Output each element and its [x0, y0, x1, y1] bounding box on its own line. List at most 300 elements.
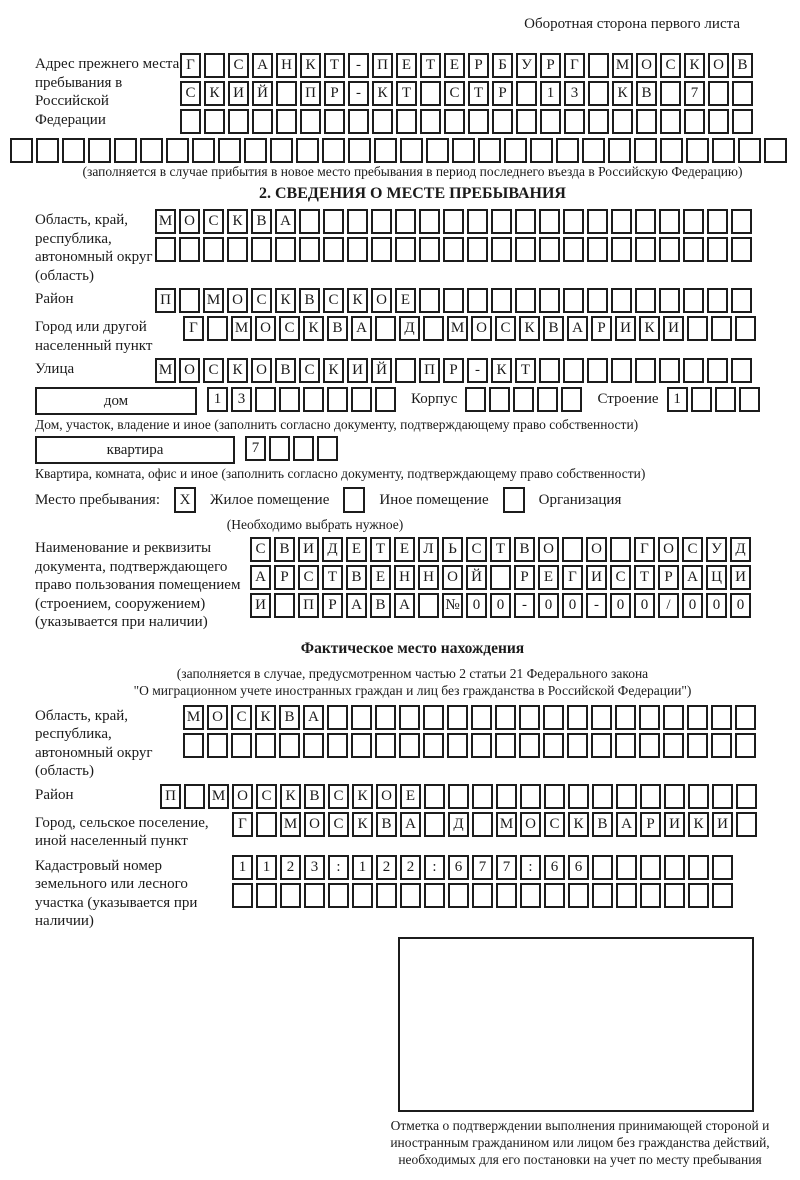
form-cell[interactable]: О [232, 784, 253, 809]
form-cell[interactable]: О [636, 53, 657, 78]
form-cell[interactable]: 0 [538, 593, 559, 618]
form-cell[interactable] [683, 358, 704, 383]
form-cell[interactable] [472, 812, 493, 837]
form-cell[interactable] [467, 209, 488, 234]
form-cell[interactable] [419, 288, 440, 313]
form-cell[interactable]: С [298, 565, 319, 590]
form-cell[interactable]: 6 [448, 855, 469, 880]
form-cell[interactable]: Е [444, 53, 465, 78]
form-cell[interactable] [424, 812, 445, 837]
form-cell[interactable]: Р [540, 53, 561, 78]
form-cell[interactable] [610, 537, 631, 562]
form-cell[interactable] [640, 784, 661, 809]
form-cell[interactable] [715, 387, 736, 412]
form-cell[interactable]: 3 [304, 855, 325, 880]
form-cell[interactable]: К [280, 784, 301, 809]
form-cell[interactable]: А [275, 209, 296, 234]
form-cell[interactable] [563, 237, 584, 262]
form-cell[interactable] [707, 288, 728, 313]
form-cell[interactable] [203, 237, 224, 262]
form-cell[interactable] [635, 358, 656, 383]
form-cell[interactable] [611, 237, 632, 262]
form-cell[interactable]: С [203, 209, 224, 234]
form-cell[interactable] [562, 537, 583, 562]
form-cell[interactable] [707, 237, 728, 262]
form-cell[interactable] [731, 358, 752, 383]
form-cell[interactable]: Е [394, 537, 415, 562]
form-cell[interactable]: 0 [610, 593, 631, 618]
form-cell[interactable] [327, 733, 348, 758]
form-cell[interactable] [418, 593, 439, 618]
form-cell[interactable] [443, 209, 464, 234]
form-cell[interactable]: К [684, 53, 705, 78]
form-cell[interactable]: Б [492, 53, 513, 78]
form-cell[interactable]: В [592, 812, 613, 837]
form-cell[interactable] [231, 733, 252, 758]
form-cell[interactable]: Г [562, 565, 583, 590]
form-cell[interactable]: Е [538, 565, 559, 590]
form-cell[interactable] [471, 705, 492, 730]
form-cell[interactable]: А [351, 316, 372, 341]
form-cell[interactable]: Р [322, 593, 343, 618]
form-cell[interactable] [491, 209, 512, 234]
form-cell[interactable]: И [730, 565, 751, 590]
form-cell[interactable]: 0 [682, 593, 703, 618]
form-cell[interactable] [543, 705, 564, 730]
form-cell[interactable]: А [394, 593, 415, 618]
form-cell[interactable] [616, 855, 637, 880]
form-cell[interactable] [155, 237, 176, 262]
form-cell[interactable]: 1 [207, 387, 228, 412]
form-cell[interactable] [252, 109, 273, 134]
form-cell[interactable] [399, 705, 420, 730]
form-cell[interactable]: У [516, 53, 537, 78]
form-cell[interactable]: О [471, 316, 492, 341]
form-cell[interactable]: С [328, 812, 349, 837]
form-cell[interactable]: В [543, 316, 564, 341]
form-cell[interactable] [561, 387, 582, 412]
form-cell[interactable] [587, 237, 608, 262]
form-cell[interactable] [467, 237, 488, 262]
form-cell[interactable] [490, 565, 511, 590]
form-cell[interactable] [691, 387, 712, 412]
form-cell[interactable]: - [586, 593, 607, 618]
form-cell[interactable]: 1 [352, 855, 373, 880]
form-cell[interactable] [516, 109, 537, 134]
form-cell[interactable] [492, 109, 513, 134]
form-cell[interactable] [567, 705, 588, 730]
form-cell[interactable] [739, 387, 760, 412]
form-cell[interactable] [207, 316, 228, 341]
form-cell[interactable] [563, 288, 584, 313]
form-cell[interactable] [375, 733, 396, 758]
form-cell[interactable] [568, 784, 589, 809]
form-cell[interactable]: 7 [245, 436, 266, 461]
form-cell[interactable] [496, 784, 517, 809]
form-cell[interactable]: В [636, 81, 657, 106]
form-cell[interactable] [735, 316, 756, 341]
form-cell[interactable] [352, 883, 373, 908]
form-cell[interactable]: М [155, 358, 176, 383]
form-cell[interactable] [660, 109, 681, 134]
form-cell[interactable] [635, 209, 656, 234]
form-cell[interactable] [256, 883, 277, 908]
form-cell[interactable] [712, 138, 735, 163]
form-cell[interactable] [615, 733, 636, 758]
form-cell[interactable]: В [275, 358, 296, 383]
form-cell[interactable]: П [419, 358, 440, 383]
form-cell[interactable]: Г [183, 316, 204, 341]
form-cell[interactable]: О [255, 316, 276, 341]
form-cell[interactable]: Д [730, 537, 751, 562]
form-cell[interactable]: - [467, 358, 488, 383]
form-cell[interactable]: С [466, 537, 487, 562]
form-cell[interactable]: 1 [232, 855, 253, 880]
form-cell[interactable] [443, 288, 464, 313]
form-cell[interactable]: Ц [706, 565, 727, 590]
form-cell[interactable]: И [664, 812, 685, 837]
form-cell[interactable] [423, 733, 444, 758]
form-cell[interactable] [472, 784, 493, 809]
form-cell[interactable] [736, 784, 757, 809]
form-cell[interactable]: Р [591, 316, 612, 341]
form-cell[interactable]: - [514, 593, 535, 618]
form-cell[interactable]: К [303, 316, 324, 341]
form-cell[interactable]: К [568, 812, 589, 837]
form-cell[interactable] [543, 733, 564, 758]
form-cell[interactable]: О [376, 784, 397, 809]
form-cell[interactable] [616, 784, 637, 809]
form-cell[interactable]: К [275, 288, 296, 313]
form-cell[interactable]: С [231, 705, 252, 730]
form-cell[interactable] [592, 883, 613, 908]
form-cell[interactable]: А [250, 565, 271, 590]
form-cell[interactable]: К [227, 358, 248, 383]
form-cell[interactable]: С [299, 358, 320, 383]
form-cell[interactable]: О [658, 537, 679, 562]
stay-type-checkbox-inoe[interactable] [343, 487, 365, 513]
form-cell[interactable]: Г [232, 812, 253, 837]
form-cell[interactable] [616, 883, 637, 908]
form-cell[interactable] [731, 209, 752, 234]
form-cell[interactable]: И [663, 316, 684, 341]
form-cell[interactable] [659, 209, 680, 234]
form-cell[interactable]: 7 [496, 855, 517, 880]
form-cell[interactable]: 6 [544, 855, 565, 880]
form-cell[interactable]: Д [399, 316, 420, 341]
form-cell[interactable] [496, 883, 517, 908]
form-cell[interactable]: В [346, 565, 367, 590]
form-cell[interactable] [611, 288, 632, 313]
form-cell[interactable]: Р [658, 565, 679, 590]
form-cell[interactable]: О [538, 537, 559, 562]
form-cell[interactable] [544, 883, 565, 908]
form-cell[interactable] [688, 883, 709, 908]
form-cell[interactable]: Й [371, 358, 392, 383]
form-cell[interactable] [515, 237, 536, 262]
form-cell[interactable] [274, 593, 295, 618]
form-cell[interactable] [269, 436, 290, 461]
form-cell[interactable] [504, 138, 527, 163]
form-cell[interactable] [452, 138, 475, 163]
form-cell[interactable]: 1 [540, 81, 561, 106]
form-cell[interactable]: И [712, 812, 733, 837]
form-cell[interactable] [204, 53, 225, 78]
form-cell[interactable]: Р [324, 81, 345, 106]
form-cell[interactable] [372, 109, 393, 134]
form-cell[interactable]: Р [468, 53, 489, 78]
form-cell[interactable] [711, 733, 732, 758]
form-cell[interactable]: Т [324, 53, 345, 78]
form-cell[interactable] [300, 109, 321, 134]
form-cell[interactable] [400, 138, 423, 163]
form-cell[interactable]: К [491, 358, 512, 383]
form-cell[interactable] [424, 883, 445, 908]
form-cell[interactable]: С [180, 81, 201, 106]
form-cell[interactable] [465, 387, 486, 412]
form-cell[interactable] [684, 109, 705, 134]
form-cell[interactable] [515, 209, 536, 234]
form-cell[interactable]: 3 [231, 387, 252, 412]
form-cell[interactable]: О [708, 53, 729, 78]
form-cell[interactable] [303, 733, 324, 758]
form-cell[interactable]: А [303, 705, 324, 730]
form-cell[interactable]: В [370, 593, 391, 618]
form-cell[interactable] [687, 316, 708, 341]
form-cell[interactable] [270, 138, 293, 163]
form-cell[interactable] [299, 237, 320, 262]
form-cell[interactable] [275, 237, 296, 262]
form-cell[interactable] [244, 138, 267, 163]
form-cell[interactable] [371, 237, 392, 262]
form-cell[interactable] [539, 288, 560, 313]
form-cell[interactable] [683, 237, 704, 262]
form-cell[interactable]: М [155, 209, 176, 234]
form-cell[interactable]: К [612, 81, 633, 106]
form-cell[interactable] [588, 109, 609, 134]
form-cell[interactable] [591, 705, 612, 730]
form-cell[interactable] [563, 358, 584, 383]
form-cell[interactable]: О [207, 705, 228, 730]
form-cell[interactable]: В [732, 53, 753, 78]
form-cell[interactable]: М [183, 705, 204, 730]
form-cell[interactable] [395, 237, 416, 262]
form-cell[interactable] [423, 316, 444, 341]
form-cell[interactable]: М [447, 316, 468, 341]
form-cell[interactable] [184, 784, 205, 809]
form-cell[interactable] [351, 733, 372, 758]
form-cell[interactable]: 0 [490, 593, 511, 618]
form-cell[interactable] [539, 358, 560, 383]
form-cell[interactable]: 0 [706, 593, 727, 618]
form-cell[interactable] [636, 109, 657, 134]
form-cell[interactable] [279, 733, 300, 758]
form-cell[interactable] [419, 209, 440, 234]
form-cell[interactable] [515, 288, 536, 313]
form-cell[interactable] [255, 387, 276, 412]
form-cell[interactable] [530, 138, 553, 163]
form-cell[interactable] [520, 784, 541, 809]
form-cell[interactable]: 0 [634, 593, 655, 618]
form-cell[interactable]: Н [418, 565, 439, 590]
form-cell[interactable]: Е [346, 537, 367, 562]
form-cell[interactable] [639, 705, 660, 730]
form-cell[interactable] [735, 733, 756, 758]
form-cell[interactable]: М [496, 812, 517, 837]
form-cell[interactable] [180, 109, 201, 134]
form-cell[interactable] [640, 883, 661, 908]
form-cell[interactable] [471, 733, 492, 758]
form-cell[interactable] [423, 705, 444, 730]
form-cell[interactable] [467, 288, 488, 313]
form-cell[interactable] [687, 733, 708, 758]
form-cell[interactable] [448, 784, 469, 809]
form-cell[interactable]: 0 [466, 593, 487, 618]
form-cell[interactable]: И [615, 316, 636, 341]
form-cell[interactable]: : [520, 855, 541, 880]
form-cell[interactable] [279, 387, 300, 412]
form-cell[interactable] [582, 138, 605, 163]
form-cell[interactable] [639, 733, 660, 758]
form-cell[interactable]: О [371, 288, 392, 313]
form-cell[interactable] [544, 784, 565, 809]
form-cell[interactable] [179, 288, 200, 313]
form-cell[interactable] [324, 109, 345, 134]
form-cell[interactable] [732, 109, 753, 134]
form-cell[interactable] [323, 209, 344, 234]
form-cell[interactable]: Т [468, 81, 489, 106]
form-cell[interactable]: И [250, 593, 271, 618]
form-cell[interactable] [299, 209, 320, 234]
form-cell[interactable] [687, 705, 708, 730]
form-cell[interactable] [664, 883, 685, 908]
form-cell[interactable] [708, 81, 729, 106]
form-cell[interactable]: О [442, 565, 463, 590]
form-cell[interactable]: С [323, 288, 344, 313]
form-cell[interactable] [688, 784, 709, 809]
form-cell[interactable]: К [255, 705, 276, 730]
form-cell[interactable] [328, 883, 349, 908]
form-cell[interactable] [419, 237, 440, 262]
form-cell[interactable]: 7 [472, 855, 493, 880]
form-cell[interactable] [374, 138, 397, 163]
form-cell[interactable]: Т [420, 53, 441, 78]
form-cell[interactable] [634, 138, 657, 163]
form-cell[interactable]: Т [515, 358, 536, 383]
form-cell[interactable]: П [300, 81, 321, 106]
form-cell[interactable] [635, 288, 656, 313]
form-cell[interactable]: - [348, 53, 369, 78]
form-cell[interactable] [707, 209, 728, 234]
form-cell[interactable]: М [231, 316, 252, 341]
form-cell[interactable]: Р [640, 812, 661, 837]
form-cell[interactable] [399, 733, 420, 758]
form-cell[interactable] [712, 784, 733, 809]
form-cell[interactable]: С [682, 537, 703, 562]
form-cell[interactable]: С [256, 784, 277, 809]
form-cell[interactable]: Г [634, 537, 655, 562]
form-cell[interactable]: Е [400, 784, 421, 809]
form-cell[interactable]: А [400, 812, 421, 837]
form-cell[interactable] [556, 138, 579, 163]
form-cell[interactable]: К [300, 53, 321, 78]
form-cell[interactable] [736, 812, 757, 837]
stay-type-checkbox-org[interactable] [503, 487, 525, 513]
form-cell[interactable]: А [346, 593, 367, 618]
form-cell[interactable]: Н [276, 53, 297, 78]
form-cell[interactable]: : [424, 855, 445, 880]
form-cell[interactable] [611, 209, 632, 234]
form-cell[interactable]: Д [448, 812, 469, 837]
form-cell[interactable] [707, 358, 728, 383]
form-cell[interactable]: В [327, 316, 348, 341]
form-cell[interactable] [615, 705, 636, 730]
form-cell[interactable] [711, 316, 732, 341]
form-cell[interactable] [114, 138, 137, 163]
form-cell[interactable] [426, 138, 449, 163]
form-cell[interactable]: О [520, 812, 541, 837]
form-cell[interactable]: Т [490, 537, 511, 562]
form-cell[interactable]: С [228, 53, 249, 78]
form-cell[interactable] [587, 358, 608, 383]
form-cell[interactable] [218, 138, 241, 163]
form-cell[interactable]: М [203, 288, 224, 313]
form-cell[interactable]: В [279, 705, 300, 730]
form-cell[interactable] [688, 855, 709, 880]
form-cell[interactable] [732, 81, 753, 106]
form-cell[interactable]: Т [634, 565, 655, 590]
form-cell[interactable]: Р [443, 358, 464, 383]
form-cell[interactable]: С [444, 81, 465, 106]
form-cell[interactable] [204, 109, 225, 134]
form-cell[interactable]: Р [274, 565, 295, 590]
form-cell[interactable] [303, 387, 324, 412]
form-cell[interactable]: О [304, 812, 325, 837]
form-cell[interactable]: М [280, 812, 301, 837]
form-cell[interactable] [228, 109, 249, 134]
form-cell[interactable] [664, 784, 685, 809]
form-cell[interactable]: А [252, 53, 273, 78]
form-cell[interactable]: В [274, 537, 295, 562]
form-cell[interactable]: С [544, 812, 565, 837]
form-cell[interactable] [660, 81, 681, 106]
form-cell[interactable]: 2 [376, 855, 397, 880]
form-cell[interactable] [348, 109, 369, 134]
form-cell[interactable]: Е [396, 53, 417, 78]
form-cell[interactable]: Е [370, 565, 391, 590]
form-cell[interactable] [520, 883, 541, 908]
form-cell[interactable] [478, 138, 501, 163]
stay-type-checkbox-zhiloe[interactable] [174, 487, 196, 513]
form-cell[interactable] [420, 81, 441, 106]
form-cell[interactable] [256, 812, 277, 837]
form-cell[interactable]: С [660, 53, 681, 78]
form-cell[interactable] [375, 387, 396, 412]
form-cell[interactable] [495, 705, 516, 730]
form-cell[interactable]: К [227, 209, 248, 234]
form-cell[interactable] [660, 138, 683, 163]
form-cell[interactable] [276, 81, 297, 106]
form-cell[interactable]: 7 [684, 81, 705, 106]
form-cell[interactable] [140, 138, 163, 163]
form-cell[interactable]: О [227, 288, 248, 313]
form-cell[interactable] [519, 705, 540, 730]
form-cell[interactable]: П [372, 53, 393, 78]
form-cell[interactable]: О [179, 209, 200, 234]
form-cell[interactable] [192, 138, 215, 163]
form-cell[interactable] [179, 237, 200, 262]
form-cell[interactable] [280, 883, 301, 908]
